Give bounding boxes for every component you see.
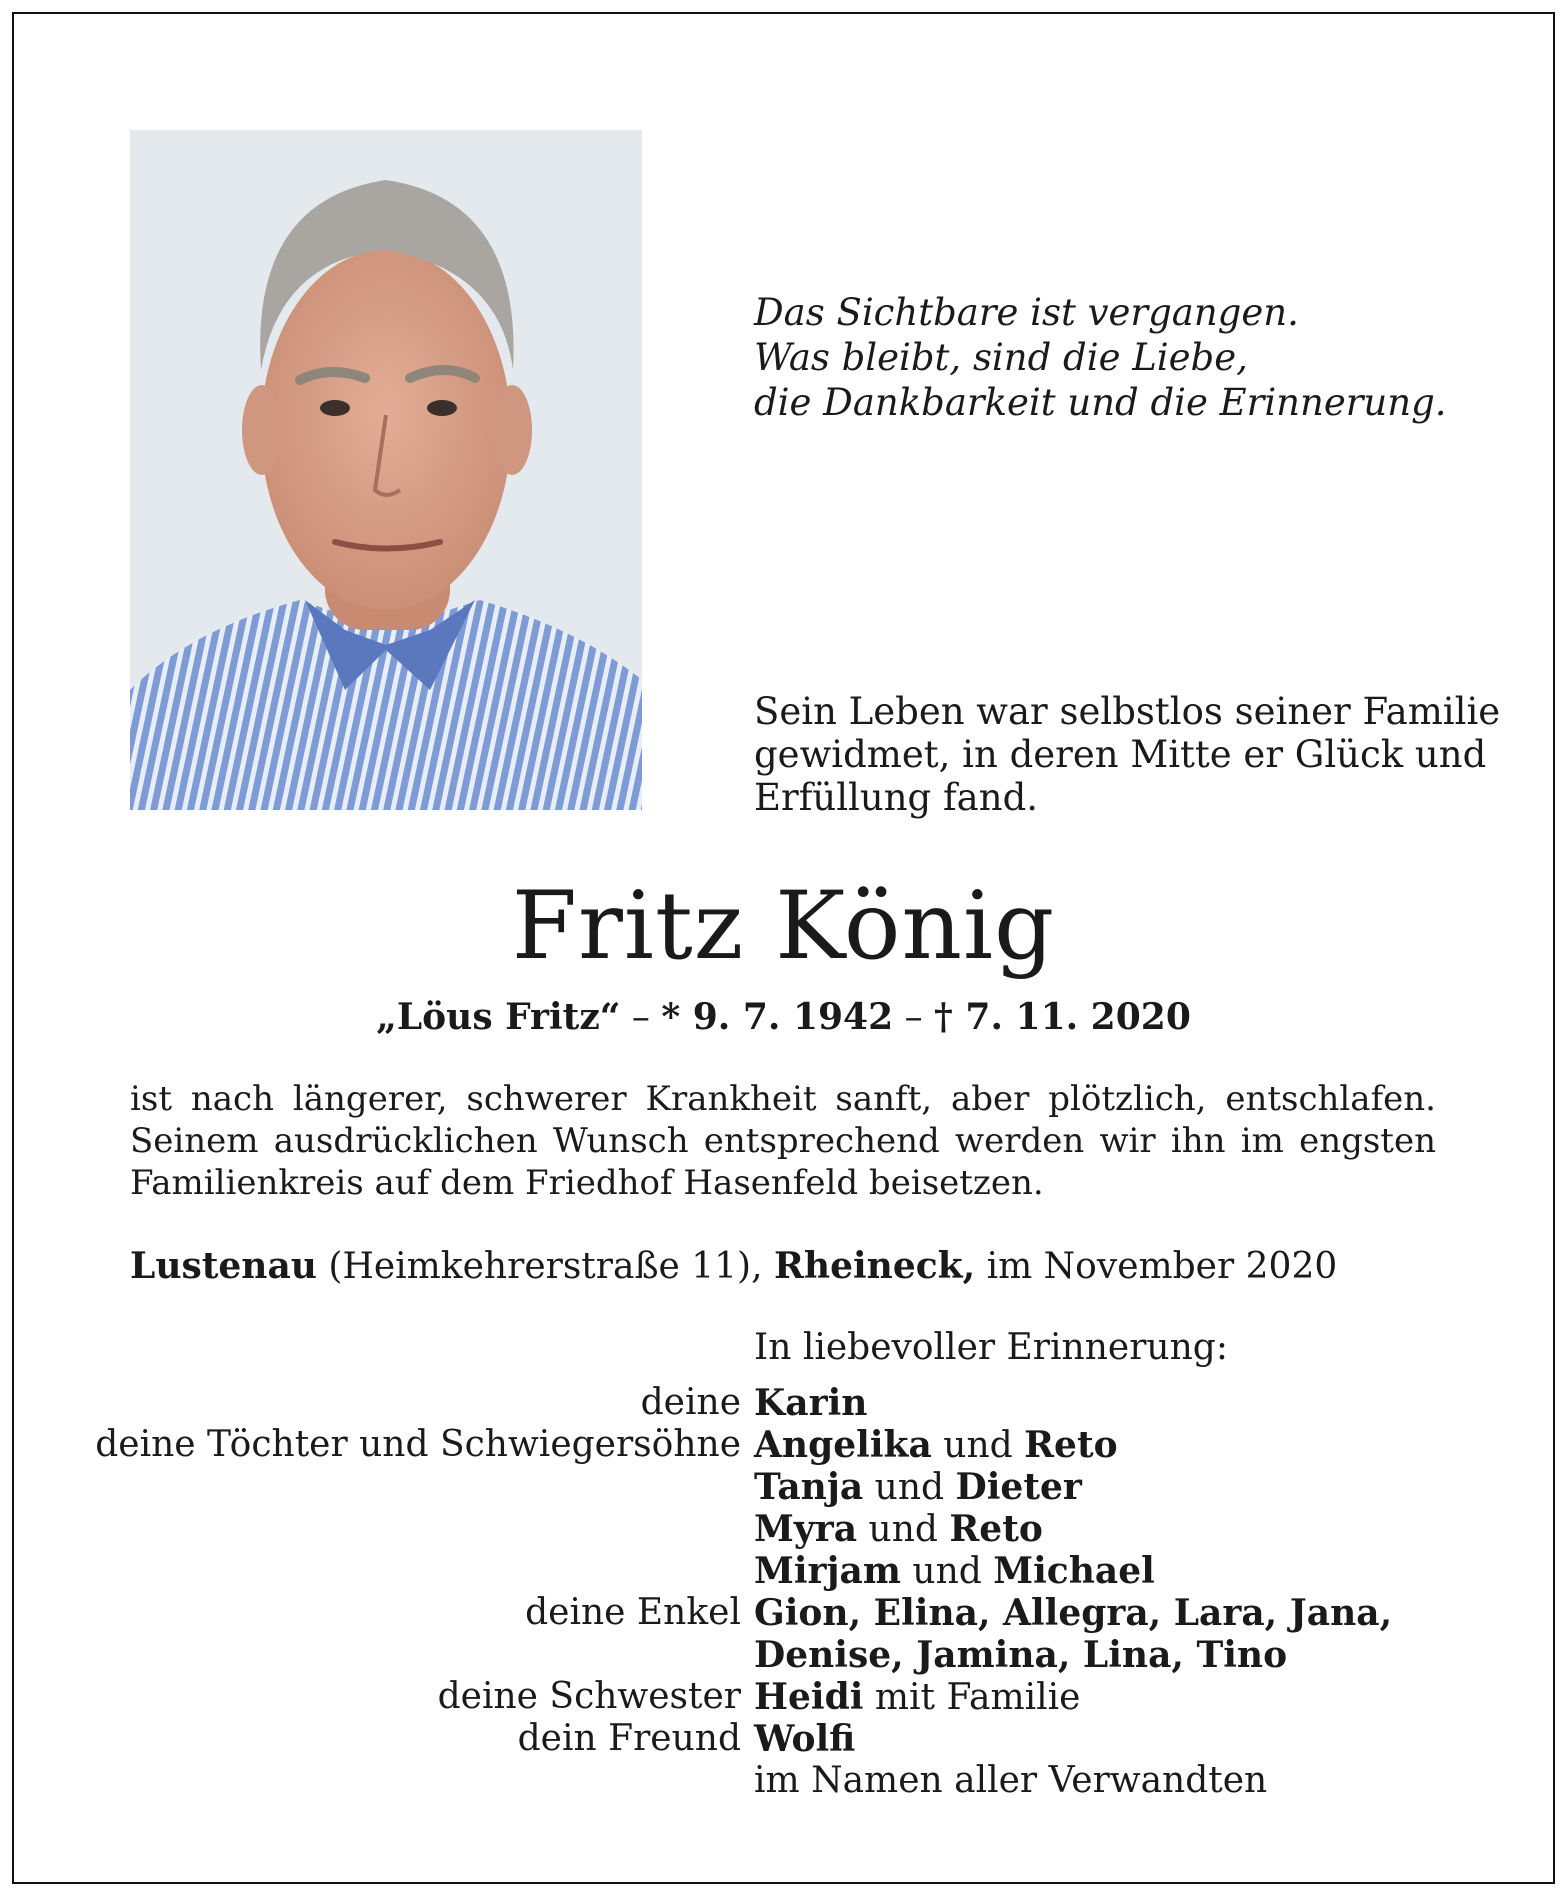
family-row: [0, 1382, 1567, 1424]
family-row: [0, 1676, 1567, 1718]
place-and-date: [130, 1245, 1337, 1287]
family-member-name: Reto: [949, 1508, 1043, 1550]
nickname: „Löus Fritz“: [376, 996, 621, 1038]
quote-line: Das Sichtbare ist vergangen.: [754, 291, 1299, 334]
memory-heading: In liebevoller Erinnerung:: [754, 1327, 1228, 1368]
quote-line: Was bleibt, sind die Liebe,: [754, 336, 1248, 379]
family-names: [754, 1424, 1118, 1467]
quote-line: die Dankbarkeit und die Erinnerung.: [754, 381, 1447, 424]
birth-date: * 9. 7. 1942: [661, 996, 894, 1038]
family-member-name: Wolfi: [754, 1718, 856, 1760]
family-row: [0, 1424, 1567, 1466]
connector-text: mit Familie: [863, 1677, 1081, 1718]
family-names: [754, 1760, 1267, 1802]
family-row: [0, 1550, 1567, 1592]
connector-text: und: [900, 1551, 994, 1592]
family-member-name: Reto: [1024, 1424, 1118, 1466]
family-names: [754, 1382, 867, 1425]
family-member-name: Michael: [993, 1550, 1155, 1592]
connector-text: und: [931, 1425, 1025, 1466]
family-row: [0, 1508, 1567, 1550]
memorial-quote: [754, 290, 1447, 425]
family-member-name: Gion, Elina, Allegra, Lara, Jana,: [754, 1592, 1393, 1634]
portrait-illustration: [130, 130, 642, 810]
family-member-name: Heidi: [754, 1676, 864, 1718]
relation-label: deine Töchter und Schwiegersöhne: [95, 1424, 741, 1465]
family-names: [754, 1592, 1392, 1635]
family-member-name: Myra: [754, 1508, 858, 1550]
life-statement: [754, 690, 1500, 819]
family-row: [0, 1760, 1567, 1802]
family-member-name: Tanja: [754, 1466, 864, 1508]
address: (Heimkehrerstraße 11),: [316, 1246, 774, 1287]
relation-label: deine Enkel: [525, 1592, 741, 1633]
relation-label: deine: [640, 1382, 741, 1423]
family-row: [0, 1718, 1567, 1760]
connector-text: und: [857, 1509, 950, 1550]
life-dates: [0, 996, 1567, 1038]
family-row: [0, 1466, 1567, 1508]
family-member-name: Dieter: [955, 1466, 1082, 1508]
life-line: gewidmet, in deren Mitte er Glück und: [754, 733, 1487, 776]
family-names: [754, 1718, 855, 1761]
family-member-name: Denise, Jamina, Lina, Tino: [754, 1634, 1288, 1676]
deceased-name: Fritz König: [511, 872, 1056, 981]
family-member-name: Angelika: [754, 1424, 932, 1466]
family-names: [754, 1508, 1043, 1551]
city-lustenau: Lustenau: [130, 1245, 317, 1287]
family-names: [754, 1634, 1287, 1677]
family-list: [0, 1382, 1567, 1802]
family-row: [0, 1592, 1567, 1634]
family-row: [0, 1634, 1567, 1676]
family-names: [754, 1550, 1155, 1593]
portrait-photo: [130, 130, 642, 810]
family-names: [754, 1676, 1080, 1719]
relation-label: deine Schwester: [437, 1676, 741, 1717]
family-member-name: Mirjam: [754, 1550, 901, 1592]
connector-text: im Namen aller Verwandten: [754, 1760, 1268, 1801]
city-rheineck: Rheineck,: [773, 1245, 976, 1287]
relation-label: dein Freund: [517, 1718, 741, 1759]
life-line: Erfüllung fand.: [754, 776, 1039, 819]
death-date: † 7. 11. 2020: [934, 996, 1191, 1038]
connector-text: und: [863, 1467, 956, 1508]
announcement-date: im November 2020: [975, 1246, 1338, 1287]
announcement-text: ist nach längerer, schwerer Krankheit sanft, aber plötzlich, entschlafen. Seinem ausdrücklichen Wunsch entsprechend werden wir ihn im engsten Familienkreis auf dem Friedhof Hasenfeld beisetzen.: [130, 1079, 1436, 1203]
life-line: Sein Leben war selbstlos seiner Familie: [754, 690, 1501, 733]
family-member-name: Karin: [754, 1382, 868, 1424]
family-names: [754, 1466, 1082, 1509]
dash-separator: –: [893, 997, 935, 1038]
dash-separator: –: [620, 997, 662, 1038]
